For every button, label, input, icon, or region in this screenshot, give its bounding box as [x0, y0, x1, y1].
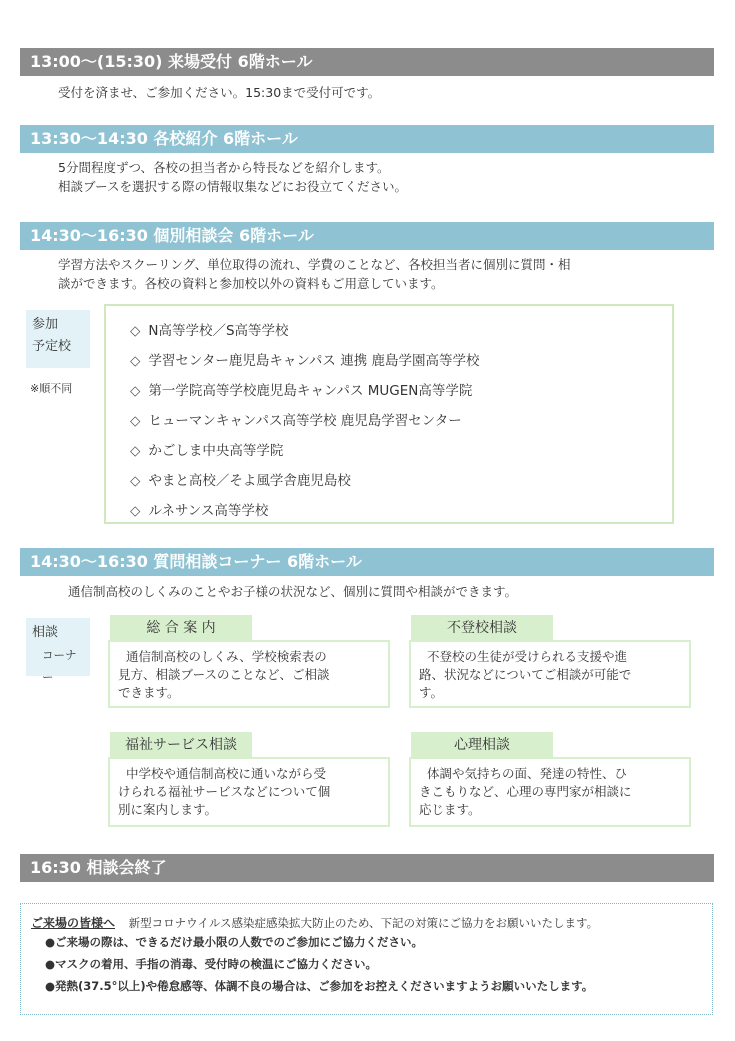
section-header-closing: 16:30 相談会終了	[20, 854, 714, 882]
notice-bullet: ●発熱(37.5°以上)や倦怠感等、体調不良の場合は、ご参加をお控えくださいますようお願いいたします。	[45, 979, 594, 993]
school-name: かごしま中央高等学院	[148, 443, 284, 459]
corner-line: 通信制高校のしくみ、学校検索表の	[126, 649, 327, 664]
consult-corner-label	[26, 618, 90, 684]
section-desc-school-intro	[58, 158, 407, 196]
school-item	[130, 496, 672, 526]
desc-line: 通信制高校のしくみのことやお子様の状況など、個別に質問や相談ができます。	[68, 584, 518, 599]
school-name: 第一学院高等学校鹿児島キャンパス MUGEN高等学院	[148, 383, 473, 399]
school-item	[130, 406, 672, 436]
notice-intro: 新型コロナウイルス感染症感染拡大防止のため、下記の対策にご協力をお願いいたします。	[128, 916, 599, 930]
diamond-icon: ◇	[130, 503, 141, 519]
corner-tab-welfare: 福祉サービス相談	[110, 732, 252, 758]
corner-line: 路、状況などについてご相談が可能で	[419, 667, 632, 682]
section-desc-individual-consult	[58, 255, 571, 293]
notice-bullet: ●ご来場の際は、できるだけ最小限の人数でのご参加にご協力ください。	[45, 935, 424, 949]
section-desc-reception	[58, 83, 380, 102]
diamond-icon: ◇	[130, 353, 141, 369]
school-item	[130, 346, 672, 376]
corner-line: す。	[419, 685, 444, 700]
school-item	[130, 436, 672, 466]
desc-line: 受付を済ませ、ご参加ください。15:30まで受付可です。	[58, 85, 381, 100]
corner-line: けられる福祉サービスなどについて個	[118, 784, 331, 799]
school-name: やまと高校／そよ風学舎鹿児島校	[148, 473, 351, 489]
corner-box-truancy	[409, 640, 691, 708]
school-name: ルネサンス高等学校	[148, 503, 269, 519]
school-name: N高等学校／S高等学校	[148, 323, 289, 339]
corner-line: 見方、相談ブースのことなど、ご相談	[118, 667, 330, 682]
section-header-individual-consult: 14:30〜16:30 個別相談会 6階ホール	[20, 222, 714, 250]
corner-line: 別に案内します。	[118, 802, 218, 817]
diamond-icon: ◇	[130, 443, 141, 459]
desc-line: 学習方法やスクーリング、単位取得の流れ、学費のことなど、各校担当者に個別に質問・相	[58, 257, 571, 272]
school-name: 学習センター鹿児島キャンパス 連携 鹿島学園高等学校	[148, 353, 480, 369]
desc-line: 談ができます。各校の資料と参加校以外の資料もご用意しています。	[58, 276, 444, 291]
corner-box-welfare	[108, 757, 390, 827]
participating-schools-label	[26, 310, 90, 368]
visitor-notice	[20, 903, 713, 1015]
desc-line: 5分間程度ずつ、各校の担当者から特長などを紹介します。	[58, 160, 390, 175]
school-name: ヒューマンキャンパス高等学校 鹿児島学習センター	[148, 413, 462, 429]
school-list	[104, 304, 674, 524]
label-line: 予定校	[32, 339, 72, 354]
notice-title: ご来場の皆様へ	[31, 916, 116, 930]
section-header-reception: 13:00〜(15:30) 来場受付 6階ホール	[20, 48, 714, 76]
desc-line: 相談ブースを選択する際の情報収集などにお役立てください。	[58, 179, 408, 194]
school-item	[130, 376, 672, 406]
school-item	[130, 466, 672, 496]
corner-box-psychology	[409, 757, 691, 827]
corner-tab-psychology: 心理相談	[411, 732, 553, 758]
notice-header-row	[31, 914, 702, 931]
notice-bullet: ●マスクの着用、手指の消毒、受付時の検温にご協力ください。	[45, 957, 378, 971]
corner-tab-general-info: 総 合 案 内	[110, 615, 252, 641]
section-desc-question-corner	[68, 582, 517, 601]
diamond-icon: ◇	[130, 383, 141, 399]
corner-line: できます。	[118, 685, 180, 700]
label-line: 相談	[32, 625, 59, 640]
corner-line: 体調や気持ちの面、発達の特性、ひ	[427, 766, 628, 781]
section-header-school-intro: 13:30〜14:30 各校紹介 6階ホール	[20, 125, 714, 153]
corner-box-general-info	[108, 640, 390, 708]
corner-line: きこもりなど、心理の専門家が相談に	[419, 784, 632, 799]
diamond-icon: ◇	[130, 473, 141, 489]
diamond-icon: ◇	[130, 413, 141, 429]
corner-line: 不登校の生徒が受けられる支援や進	[427, 649, 628, 664]
corner-tab-truancy: 不登校相談	[411, 615, 553, 641]
label-line: コーナー	[42, 648, 77, 684]
section-header-question-corner: 14:30〜16:30 質問相談コーナー 6階ホール	[20, 548, 714, 576]
label-line: 参加	[32, 317, 59, 332]
corner-line: 応じます。	[419, 802, 481, 817]
diamond-icon: ◇	[130, 323, 141, 339]
order-note: ※順不同	[30, 382, 73, 395]
corner-line: 中学校や通信制高校に通いながら受	[126, 766, 327, 781]
school-item	[130, 316, 672, 346]
